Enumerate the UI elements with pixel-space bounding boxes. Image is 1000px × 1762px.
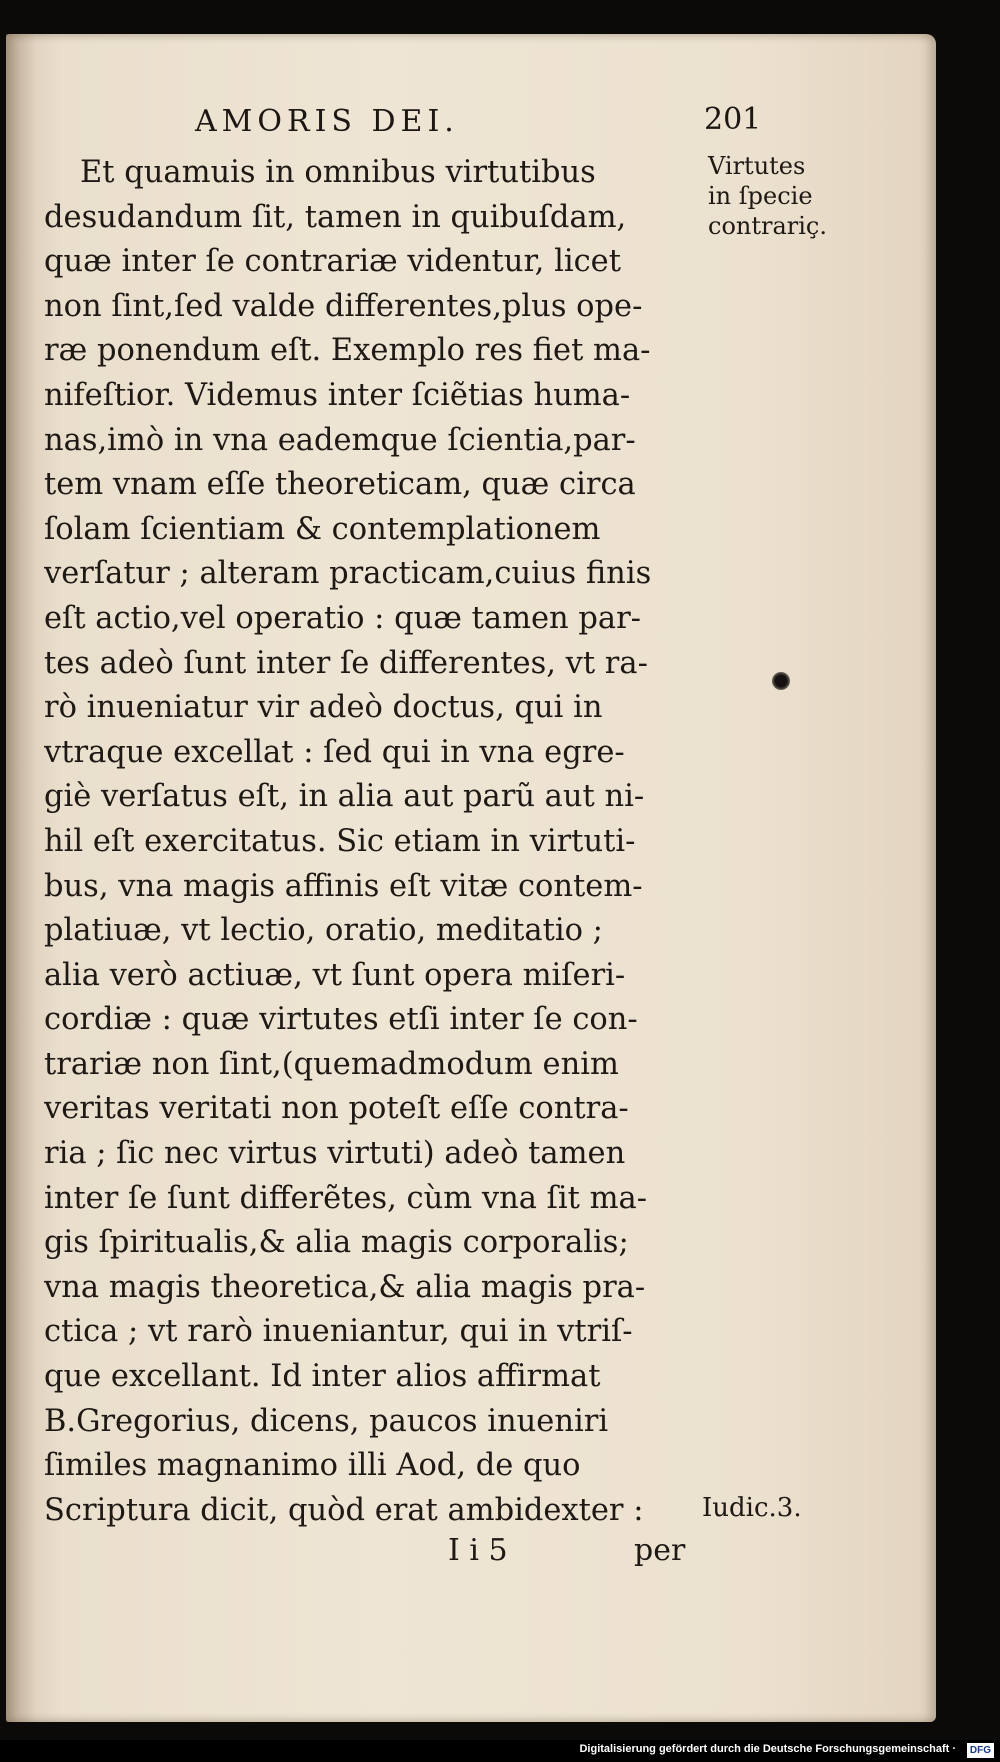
text-line: Scriptura dicit, quòd erat ambidexter :	[44, 1492, 644, 1528]
text-line: nifeſtior. Videmus inter ſciẽtias huma-	[44, 377, 631, 413]
text-line: B.Gregorius, dicens, paucos inueniri	[44, 1403, 609, 1439]
text-line: Et quamuis in omnibus virtutibus	[80, 155, 596, 190]
catchword: per	[634, 1533, 686, 1568]
text-line: hil eſt exercitatus. Sic etiam in virtuti-	[44, 823, 636, 859]
body-text	[44, 151, 704, 1533]
text-line: eſt actio,vel operatio : quæ tamen par-	[44, 600, 641, 636]
margin-note-line: Virtutes	[708, 152, 806, 180]
page-footer	[448, 1533, 698, 1573]
text-line: bus, vna magis affinis eſt vitæ contem-	[44, 868, 643, 904]
text-line: ria ; ſic nec virtus virtuti) adeò tamen	[44, 1136, 626, 1172]
text-line: tes adeò ſunt inter ſe differentes, vt ra-	[44, 645, 648, 681]
text-line: inter ſe ſunt differẽtes, cùm vna ſit ma-	[44, 1180, 648, 1216]
text-line: ctica ; vt rarò inueniantur, qui in vtriſ-	[44, 1314, 633, 1350]
text-line: alia verò actiuæ, vt ſunt opera miſeri-	[44, 957, 626, 993]
digitization-credit-bar	[0, 1740, 1000, 1762]
text-line: platiuæ, vt lectio, oratio, meditatio ;	[44, 913, 603, 949]
text-line: vna magis theoretica,& alia magis pra-	[44, 1269, 646, 1305]
text-line: desudandum ſit, tamen in quibuſdam,	[44, 199, 627, 235]
margin-note-line: in ſpecie	[708, 182, 813, 210]
text-line: trariæ non ſint,(quemadmodum enim	[44, 1046, 619, 1082]
text-line: ſolam ſcientiam & contemplationem	[44, 511, 601, 547]
signature-mark: I i 5	[448, 1533, 508, 1568]
text-line: gis ſpiritualis,& alia magis corporalis;	[44, 1225, 629, 1261]
margin-note-virtutes	[708, 151, 827, 241]
text-line: que excellant. Id inter alios affirmat	[44, 1359, 601, 1395]
text-line: ræ ponendum eſt. Exemplo res fiet ma-	[44, 333, 651, 369]
margin-note-judges-reference: Iudic.3.	[702, 1493, 802, 1523]
text-line: giè verſatus eſt, in alia aut parũ aut ni-	[44, 779, 645, 815]
text-line: non ſint,ſed valde differentes,plus ope-	[44, 288, 643, 324]
text-line: quæ inter ſe contrariæ videntur, licet	[44, 244, 621, 280]
text-line: nas,imò in vna eademque ſcientia,par-	[44, 422, 636, 458]
margin-note-line: contrariç.	[708, 212, 827, 240]
ink-blot-mark	[772, 672, 790, 690]
text-line: vtraque excellat : ſed qui in vna egre-	[44, 734, 625, 770]
text-line: tem vnam eſſe theoreticam, quæ circa	[44, 467, 636, 503]
running-head: AMORIS DEI.	[195, 104, 459, 139]
text-line: ſimiles magnanimo illi Aod, de quo	[44, 1448, 581, 1484]
dfg-logo-icon: DFG	[967, 1743, 994, 1758]
page-number: 201	[704, 102, 762, 137]
credit-text: Digitalisierung gefördert durch die Deutsche Forschungsgemeinschaft ·	[579, 1743, 956, 1755]
text-line: cordiæ : quæ virtutes etſi inter ſe con-	[44, 1002, 638, 1038]
text-line: veritas veritati non poteſt eſſe contra-	[44, 1091, 629, 1127]
text-line: rò inueniatur vir adeò doctus, qui in	[44, 690, 603, 726]
text-line: verſatur ; alteram practicam,cuius finis	[44, 556, 652, 592]
